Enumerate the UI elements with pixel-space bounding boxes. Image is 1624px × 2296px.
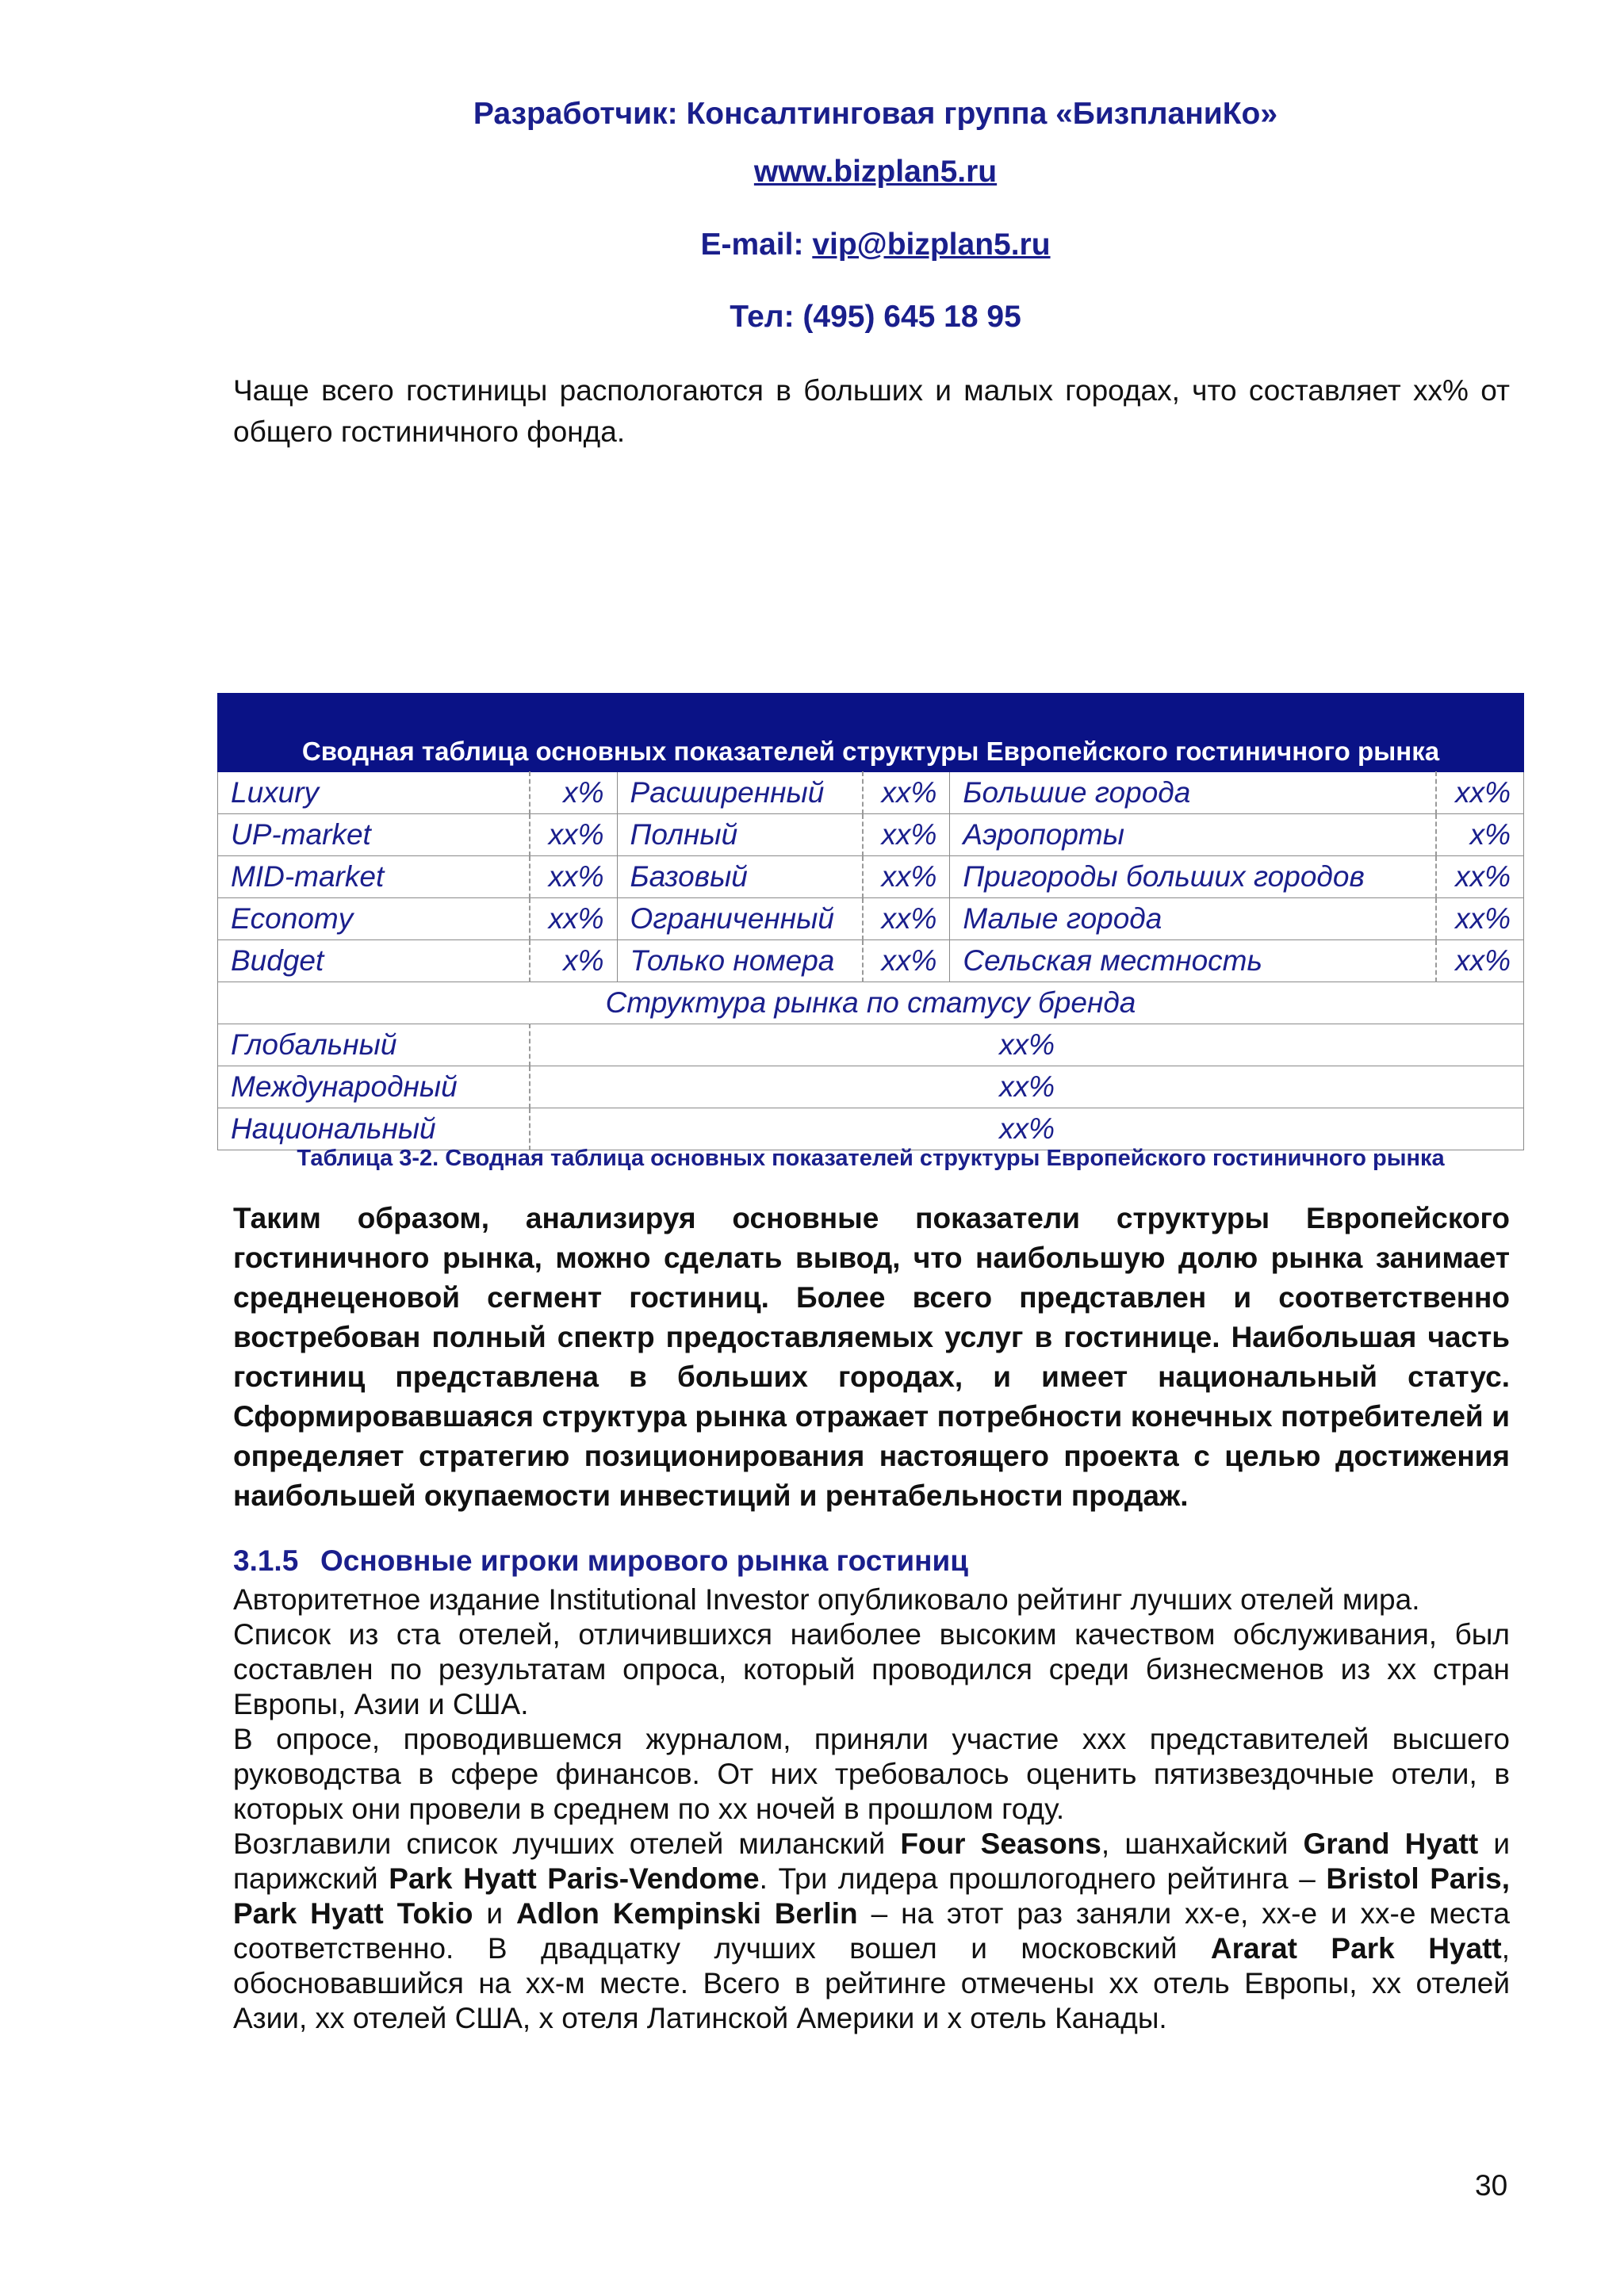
section-title: Основные игроки мирового рынка гостиниц	[320, 1544, 968, 1577]
location-label: Большие города	[950, 772, 1437, 814]
hotel-name: Four Seasons	[900, 1827, 1101, 1860]
market-structure-table	[217, 693, 1524, 1150]
section-heading	[233, 1544, 968, 1578]
brand-value: xx%	[530, 1066, 1523, 1108]
segment-value: x%	[530, 940, 617, 982]
brand-label: Международный	[218, 1066, 530, 1108]
service-label: Расширенный	[617, 772, 863, 814]
text-run: и парижский	[233, 1827, 1510, 1895]
developer-line: Разработчик: Консалтинговая группа «БизпланиКо»	[473, 97, 1278, 131]
service-value: xx%	[863, 940, 950, 982]
table-row	[218, 898, 1524, 940]
service-value: xx%	[863, 772, 950, 814]
text-run: , обосновавшийся на xx-м месте. Всего в рейтинге отмечены xx отель Европы, xx отелей Азии, xx отелей США, x отеля Латинской Америки и x отель Канады.	[233, 1932, 1510, 2034]
email-label: E-mail:	[700, 228, 813, 262]
body-text	[233, 1582, 1510, 2036]
text-run: и	[473, 1897, 517, 1930]
brand-label: Глобальный	[218, 1024, 530, 1066]
website-link-line	[63, 155, 1624, 189]
table-row	[218, 1066, 1524, 1108]
service-value: xx%	[863, 898, 950, 940]
segment-value: xx%	[530, 856, 617, 898]
table-row	[218, 940, 1524, 982]
service-value: xx%	[863, 814, 950, 856]
website-link[interactable]: www.bizplan5.ru	[753, 155, 998, 189]
brand-value: xx%	[530, 1108, 1523, 1150]
hotel-name: Ararat Park Hyatt	[1210, 1932, 1502, 1965]
email-link[interactable]: vip@bizplan5.ru	[812, 228, 1051, 262]
segment-label: Budget	[218, 940, 530, 982]
table-row	[218, 1024, 1524, 1066]
segment-label: Luxury	[218, 772, 530, 814]
service-label: Базовый	[617, 856, 863, 898]
conclusion-paragraph: Таким образом, анализируя основные показатели структуры Европейского гостиничного рынка, можно сделать вывод, что наибольшую долю рынка занимает среднеценовой сегмент гостиниц. Более всего представлен и соответственно востребован полный спектр предоставляемых услуг в гостинице. Наибольшая часть гостиниц представлена в больших городах, и имеет национальный статус. Сформировавшаяся структура рынка отражает потребности конечных потребителей и определяет стратегию позиционирования настоящего проекта с целью достижения наибольшей окупаемости инвестиций и рентабельности продаж.	[233, 1202, 1510, 1512]
location-value: xx%	[1436, 856, 1523, 898]
page-number: 30	[1475, 2169, 1508, 2202]
brand-value: xx%	[530, 1024, 1523, 1066]
text-run: Возглавили список лучших отелей миланский	[233, 1827, 901, 1860]
body-paragraph: Авторитетное издание Institutional Investor опубликовало рейтинг лучших отелей мира.	[233, 1583, 1420, 1616]
hotel-name: Adlon Kempinski Berlin	[516, 1897, 858, 1930]
hotel-name: Park Hyatt Paris-Vendome	[389, 1862, 760, 1895]
location-label: Малые города	[950, 898, 1437, 940]
location-value: xx%	[1436, 940, 1523, 982]
intro-paragraph: Чаще всего гостиницы распологаются в больших и малых городах, что составляет xx% от общего гостиничного фонда.	[233, 374, 1510, 448]
segment-value: x%	[530, 772, 617, 814]
hotel-name: Bristol Paris, Park Hyatt Tokio	[233, 1862, 1511, 1930]
location-label: Сельская местность	[950, 940, 1437, 982]
text-run: , шанхайский	[1101, 1827, 1304, 1860]
body-paragraph: Список из ста отелей, отличившихся наиболее высоким качеством обслуживания, был составлен по результатам опроса, который проводился среди бизнесменов из xx стран Европы, Азии и США.	[233, 1618, 1510, 1720]
service-label: Полный	[617, 814, 863, 856]
hotel-name: Grand Hyatt	[1303, 1827, 1479, 1860]
brand-header-row	[218, 982, 1524, 1024]
table-row	[218, 1108, 1524, 1150]
brand-label: Национальный	[218, 1108, 530, 1150]
service-label: Только номера	[617, 940, 863, 982]
body-paragraph	[233, 1827, 1510, 2036]
segment-label: Economy	[218, 898, 530, 940]
phone-line: Тел: (495) 645 18 95	[730, 300, 1021, 334]
service-value: xx%	[863, 856, 950, 898]
brand-header: Структура рынка по статусу бренда	[218, 982, 1524, 1024]
email-line	[63, 228, 1624, 262]
table-row	[218, 814, 1524, 856]
body-paragraph: В опросе, проводившемся журналом, приняли участие xxx представителей высшего руководства в сфере финансов. От них требовалось оценить пятизвездочные отели, в которых они провели в среднем по xx ночей в прошлом году.	[233, 1723, 1510, 1825]
location-value: xx%	[1436, 898, 1523, 940]
table-row	[218, 856, 1524, 898]
location-label: Аэропорты	[950, 814, 1437, 856]
location-value: x%	[1436, 814, 1523, 856]
location-value: xx%	[1436, 772, 1523, 814]
service-label: Ограниченный	[617, 898, 863, 940]
segment-value: xx%	[530, 814, 617, 856]
table-title-row	[218, 694, 1524, 772]
segment-value: xx%	[530, 898, 617, 940]
table-row	[218, 772, 1524, 814]
segment-label: UP-market	[218, 814, 530, 856]
table-title: Сводная таблица основных показателей структуры Европейского гостиничного рынка	[218, 694, 1524, 772]
section-number: 3.1.5	[233, 1544, 299, 1577]
location-label: Пригороды больших городов	[950, 856, 1437, 898]
table-caption: Таблица 3-2. Сводная таблица основных показателей структуры Европейского гостиничного рынка	[297, 1146, 1445, 1171]
text-run: – на этот раз заняли xx-е, xx-е и xx-е места соответственно. В двадцатку лучших вошел и московский	[233, 1897, 1510, 1965]
segment-label: MID-market	[218, 856, 530, 898]
text-run: . Три лидера прошлогоднего рейтинга –	[759, 1862, 1327, 1895]
